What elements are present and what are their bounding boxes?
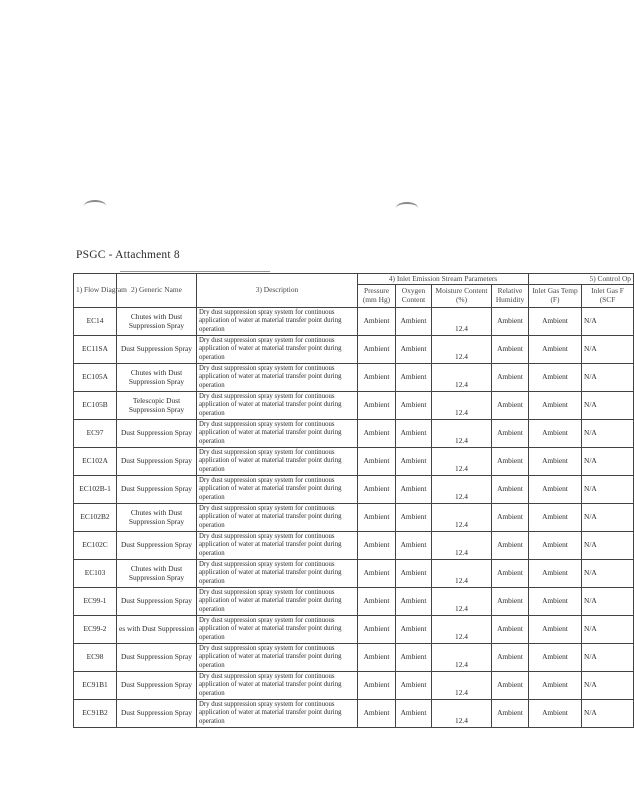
header-flow-diagram: 1) Flow Diagram	[74, 274, 117, 308]
cell-desc: Dry dust suppression spray system for continuous application of water at material transfer point during operation	[197, 504, 358, 532]
cell-temp: Ambient	[529, 336, 582, 364]
cell-moisture: 12.4	[432, 504, 492, 532]
cell-temp: Ambient	[529, 560, 582, 588]
cell-gas: N/A	[582, 672, 634, 700]
cell-humidity: Ambient	[492, 616, 529, 644]
header-oxygen: Oxygen Content	[396, 285, 432, 308]
header-humidity: Relative Humidity	[492, 285, 529, 308]
cell-name: Dust Suppression Spray	[117, 644, 197, 672]
cell-humidity: Ambient	[492, 644, 529, 672]
cell-moisture: 12.4	[432, 420, 492, 448]
cell-desc: Dry dust suppression spray system for continuous application of water at material transfer point during operation	[197, 532, 358, 560]
cell-name: Dust Suppression Spray	[117, 420, 197, 448]
cell-id: EC103	[74, 560, 117, 588]
cell-gas: N/A	[582, 420, 634, 448]
cell-oxygen: Ambient	[396, 308, 432, 336]
cell-humidity: Ambient	[492, 476, 529, 504]
table-row	[74, 588, 634, 616]
table-row	[74, 504, 634, 532]
cell-id: EC11SA	[74, 336, 117, 364]
cell-oxygen: Ambient	[396, 420, 432, 448]
cell-id: EC105B	[74, 392, 117, 420]
cell-gas: N/A	[582, 644, 634, 672]
cell-temp: Ambient	[529, 532, 582, 560]
cell-temp: Ambient	[529, 700, 582, 728]
cell-id: EC99-2	[74, 616, 117, 644]
cell-desc: Dry dust suppression spray system for continuous application of water at material transfer point during operation	[197, 616, 358, 644]
header-inlet-gas: Inlet Gas F (SCF	[582, 285, 634, 308]
cell-name: Dust Suppression Spray	[117, 532, 197, 560]
cell-id: EC102B2	[74, 504, 117, 532]
cell-name: Chutes with Dust Suppression Spray	[117, 364, 197, 392]
cell-moisture: 12.4	[432, 644, 492, 672]
cell-id: EC102C	[74, 532, 117, 560]
header-control-group: 5) Control Op	[529, 274, 634, 285]
cell-humidity: Ambient	[492, 364, 529, 392]
cell-pressure: Ambient	[358, 336, 396, 364]
cell-gas: N/A	[582, 560, 634, 588]
table-row	[74, 336, 634, 364]
cell-desc: Dry dust suppression spray system for continuous application of water at material transfer point during operation	[197, 364, 358, 392]
header-inlet-temp: Inlet Gas Temp (F)	[529, 285, 582, 308]
cell-humidity: Ambient	[492, 308, 529, 336]
table-row	[74, 616, 634, 644]
cell-oxygen: Ambient	[396, 476, 432, 504]
cell-name: Dust Suppression Spray	[117, 336, 197, 364]
cell-gas: N/A	[582, 532, 634, 560]
cell-humidity: Ambient	[492, 336, 529, 364]
cell-oxygen: Ambient	[396, 616, 432, 644]
cell-pressure: Ambient	[358, 420, 396, 448]
cell-oxygen: Ambient	[396, 672, 432, 700]
cell-humidity: Ambient	[492, 532, 529, 560]
cell-name: Chutes with Dust Suppression Spray	[117, 504, 197, 532]
cell-gas: N/A	[582, 616, 634, 644]
cell-name: Dust Suppression Spray	[117, 448, 197, 476]
cell-oxygen: Ambient	[396, 588, 432, 616]
cell-id: EC98	[74, 644, 117, 672]
table-row	[74, 644, 634, 672]
cell-pressure: Ambient	[358, 616, 396, 644]
cell-id: EC91B1	[74, 672, 117, 700]
cell-id: EC14	[74, 308, 117, 336]
cell-gas: N/A	[582, 392, 634, 420]
emission-table	[73, 273, 634, 728]
cell-pressure: Ambient	[358, 392, 396, 420]
table-row	[74, 448, 634, 476]
cell-oxygen: Ambient	[396, 504, 432, 532]
cell-gas: N/A	[582, 336, 634, 364]
cell-moisture: 12.4	[432, 616, 492, 644]
cell-humidity: Ambient	[492, 588, 529, 616]
cell-name: Chutes with Dust Suppression Spray	[117, 560, 197, 588]
cell-humidity: Ambient	[492, 504, 529, 532]
title-rule	[120, 271, 270, 272]
cell-desc: Dry dust suppression spray system for continuous application of water at material transfer point during operation	[197, 392, 358, 420]
cell-oxygen: Ambient	[396, 700, 432, 728]
cell-gas: N/A	[582, 364, 634, 392]
header-description: 3) Description	[197, 274, 358, 308]
cell-pressure: Ambient	[358, 644, 396, 672]
cell-desc: Dry dust suppression spray system for continuous application of water at material transfer point during operation	[197, 420, 358, 448]
cell-pressure: Ambient	[358, 672, 396, 700]
binder-hole-mark-left	[84, 200, 106, 212]
cell-gas: N/A	[582, 476, 634, 504]
table-row	[74, 700, 634, 728]
cell-id: EC102B-1	[74, 476, 117, 504]
cell-temp: Ambient	[529, 308, 582, 336]
cell-temp: Ambient	[529, 616, 582, 644]
table-row	[74, 560, 634, 588]
table-row	[74, 308, 634, 336]
cell-moisture: 12.4	[432, 532, 492, 560]
cell-humidity: Ambient	[492, 672, 529, 700]
cell-oxygen: Ambient	[396, 448, 432, 476]
table-row	[74, 672, 634, 700]
cell-gas: N/A	[582, 700, 634, 728]
cell-oxygen: Ambient	[396, 644, 432, 672]
cell-desc: Dry dust suppression spray system for continuous application of water at material transfer point during operation	[197, 644, 358, 672]
cell-id: EC105A	[74, 364, 117, 392]
cell-moisture: 12.4	[432, 448, 492, 476]
cell-pressure: Ambient	[358, 532, 396, 560]
cell-temp: Ambient	[529, 644, 582, 672]
cell-humidity: Ambient	[492, 420, 529, 448]
cell-moisture: 12.4	[432, 672, 492, 700]
cell-pressure: Ambient	[358, 560, 396, 588]
cell-desc: Dry dust suppression spray system for continuous application of water at material transfer point during operation	[197, 448, 358, 476]
cell-pressure: Ambient	[358, 476, 396, 504]
header-inlet-group: 4) Inlet Emission Stream Parameters	[358, 274, 529, 285]
cell-moisture: 12.4	[432, 476, 492, 504]
cell-name: Chutes with Dust Suppression Spray	[117, 308, 197, 336]
cell-pressure: Ambient	[358, 364, 396, 392]
cell-id: EC91B2	[74, 700, 117, 728]
cell-temp: Ambient	[529, 672, 582, 700]
cell-temp: Ambient	[529, 448, 582, 476]
cell-name: Dust Suppression Spray	[117, 672, 197, 700]
cell-pressure: Ambient	[358, 504, 396, 532]
page-title: PSGC - Attachment 8	[76, 249, 180, 261]
cell-gas: N/A	[582, 308, 634, 336]
cell-temp: Ambient	[529, 420, 582, 448]
cell-desc: Dry dust suppression spray system for continuous application of water at material transfer point during operation	[197, 308, 358, 336]
cell-pressure: Ambient	[358, 308, 396, 336]
cell-name: Dust Suppression Spray	[117, 476, 197, 504]
cell-name: es with Dust Suppression	[117, 616, 197, 644]
cell-oxygen: Ambient	[396, 364, 432, 392]
cell-desc: Dry dust suppression spray system for continuous application of water at material transfer point during operation	[197, 588, 358, 616]
table-row	[74, 532, 634, 560]
cell-temp: Ambient	[529, 588, 582, 616]
table-row	[74, 364, 634, 392]
cell-desc: Dry dust suppression spray system for continuous application of water at material transfer point during operation	[197, 672, 358, 700]
cell-desc: Dry dust suppression spray system for continuous application of water at material transfer point during operation	[197, 560, 358, 588]
cell-oxygen: Ambient	[396, 560, 432, 588]
cell-name: Telescopic Dust Suppression Spray	[117, 392, 197, 420]
cell-gas: N/A	[582, 448, 634, 476]
cell-moisture: 12.4	[432, 588, 492, 616]
cell-moisture: 12.4	[432, 308, 492, 336]
cell-temp: Ambient	[529, 476, 582, 504]
cell-name: Dust Suppression Spray	[117, 700, 197, 728]
cell-moisture: 12.4	[432, 336, 492, 364]
cell-desc: Dry dust suppression spray system for continuous application of water at material transfer point during operation	[197, 336, 358, 364]
cell-oxygen: Ambient	[396, 532, 432, 560]
cell-id: EC102A	[74, 448, 117, 476]
cell-gas: N/A	[582, 504, 634, 532]
table-row	[74, 420, 634, 448]
cell-name: Dust Suppression Spray	[117, 588, 197, 616]
cell-oxygen: Ambient	[396, 336, 432, 364]
cell-desc: Dry dust suppression spray system for continuous application of water at material transfer point during operation	[197, 476, 358, 504]
cell-moisture: 12.4	[432, 560, 492, 588]
cell-pressure: Ambient	[358, 700, 396, 728]
cell-id: EC97	[74, 420, 117, 448]
cell-moisture: 12.4	[432, 364, 492, 392]
cell-humidity: Ambient	[492, 392, 529, 420]
header-moisture: Moisture Content (%)	[432, 285, 492, 308]
cell-id: EC99-1	[74, 588, 117, 616]
table-row	[74, 392, 634, 420]
cell-temp: Ambient	[529, 364, 582, 392]
cell-pressure: Ambient	[358, 588, 396, 616]
cell-humidity: Ambient	[492, 560, 529, 588]
cell-temp: Ambient	[529, 504, 582, 532]
cell-moisture: 12.4	[432, 392, 492, 420]
header-generic-name: 2) Generic Name	[117, 274, 197, 308]
cell-moisture: 12.4	[432, 700, 492, 728]
binder-hole-mark-right	[396, 202, 418, 214]
cell-humidity: Ambient	[492, 448, 529, 476]
cell-oxygen: Ambient	[396, 392, 432, 420]
cell-pressure: Ambient	[358, 448, 396, 476]
table-row	[74, 476, 634, 504]
cell-gas: N/A	[582, 588, 634, 616]
cell-temp: Ambient	[529, 392, 582, 420]
cell-humidity: Ambient	[492, 700, 529, 728]
header-pressure: Pressure (mm Hg)	[358, 285, 396, 308]
cell-desc: Dry dust suppression spray system for continuous application of water at material transfer point during operation	[197, 700, 358, 728]
table-body	[74, 308, 634, 728]
